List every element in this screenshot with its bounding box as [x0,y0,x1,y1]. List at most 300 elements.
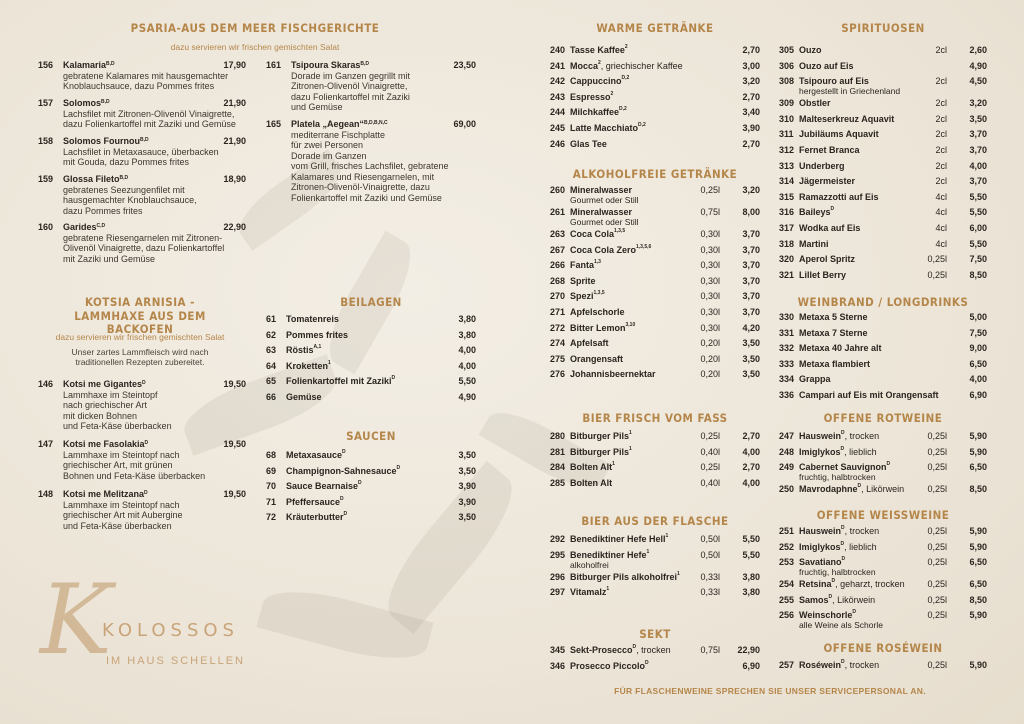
item-number: 271 [550,306,566,317]
allergen-code: 1,3,5,6 [636,243,652,250]
menu-item [779,270,987,286]
item-name: Garides$^{C,D}$ [63,222,106,232]
item-description: Bohnen und Feta-Käse überbacken [63,470,206,481]
item-name: Benediktiner Hefe$^1$ alkoholfrei [570,550,680,570]
item-number: 336 [779,389,795,400]
allergen-code: D [841,659,845,665]
menu-item [550,92,760,108]
item-number: 64 [266,360,277,371]
item-description: Lachsfilet mit Zitronen-Olivenöl Vinaigrette, [63,108,235,119]
menu-item-row [38,98,246,109]
allergen-code: D [343,511,348,518]
menu-item [779,462,987,484]
allergen-code: D [340,495,344,502]
item-quantity: 0,20l [700,369,720,380]
item-description: Dorade im Ganzen [291,150,367,161]
item-number: 330 [779,312,795,322]
allergen-code: D [391,375,396,382]
menu-item [266,330,476,346]
menu-item [550,550,760,572]
item-number: 252 [779,541,795,552]
item-price: 3,00 [742,60,760,71]
item-price: 3,70 [969,129,987,140]
item-quantity: 0,30l [700,260,720,271]
menu-item [550,354,760,370]
item-description: dazu Pommes frites [63,205,143,216]
kotsia-desc-2: traditionellen Rezepten zubereitet. [75,357,205,367]
item-number: 66 [266,391,277,402]
item-name: Kroketten$^1$ [286,359,331,371]
item-price: 3,50 [458,512,476,523]
sekt-list [550,645,760,676]
menu-item [38,379,246,432]
item-note: , trocken [636,645,671,655]
item-number: 165 [266,119,282,129]
item-price: 4,90 [969,60,987,71]
allergen-code: D [828,593,833,600]
menu-item [779,660,987,676]
item-price: 3,20 [969,98,987,109]
item-price: 3,70 [742,291,760,302]
item-number: 295 [550,549,566,560]
item-quantity: 4cl [935,222,947,233]
item-quantity: 4cl [935,207,947,218]
item-description: gebratenes Seezungenfilet mit [63,184,185,195]
kotsia-title-1: KOTSIA ARNISIA - [85,295,195,309]
allergen-code: D [857,483,862,490]
item-name: Coca Cola$^{1,3,5}$ [570,228,626,239]
menu-item [779,447,987,463]
item-subtext: Gourmet oder Still [570,217,639,227]
item-number: 256 [779,610,795,621]
menu-item-row [38,439,246,450]
item-name: Aperol Spritz [799,254,856,265]
item-number: 240 [550,45,566,55]
menu-item [38,439,246,481]
menu-item [779,526,987,542]
menu-item [779,192,987,208]
item-price: 6,50 [969,462,987,473]
kotsia-title-2: LAMMHAXE AUS DEM BACKOFEN [74,309,206,336]
item-number: 148 [38,489,54,499]
item-price: 3,20 [742,185,760,195]
menu-item [779,61,987,77]
item-name: Weinschorle$^D$ alle Weine als Schorle [799,610,907,630]
item-name: Metaxa flambiert [799,358,871,369]
menu-item [266,119,476,203]
item-name: Metaxa 7 Sterne [799,327,868,338]
item-price: 7,50 [969,254,987,265]
item-number: 255 [779,594,795,605]
item-number: 69 [266,465,277,476]
item-price: 3,90 [458,496,476,507]
menu-item [779,359,987,375]
menu-item [266,450,476,466]
item-number: 250 [779,484,795,495]
menu-item [38,136,246,168]
item-name: Metaxa 5 Sterne [799,312,868,322]
item-number: 68 [266,450,277,460]
item-description: für zwei Personen [291,140,364,150]
item-number: 317 [779,222,795,233]
item-price: 3,70 [742,275,760,286]
menu-item-row [38,174,246,185]
item-number: 253 [779,557,795,568]
item-price: 7,50 [969,327,987,338]
item-price: 3,50 [742,338,760,349]
item-quantity: 2cl [935,45,947,55]
item-price: 4,20 [742,322,760,333]
item-price: 4,00 [458,345,476,356]
item-price: 9,00 [969,343,987,354]
item-description: Knoblauchsauce, dazu Pommes frites [63,81,215,91]
menu-item [779,45,987,61]
item-name: Roséwein$^D$, trocken [799,659,880,670]
item-price: 3,50 [458,465,476,476]
item-price: 19,50 [223,439,246,449]
menu-item [779,312,987,328]
item-number: 331 [779,327,795,338]
item-description: Lachsfilet in Metaxasauce, überbacken [63,146,219,157]
item-quantity: 0,25l [927,579,947,590]
item-number: 276 [550,369,566,380]
item-number: 285 [550,477,566,488]
menu-item [779,161,987,177]
allergen-code: B,D [140,137,149,143]
item-number: 314 [779,176,795,187]
item-number: 260 [550,185,566,195]
item-number: 318 [779,238,795,249]
item-price: 23,50 [453,60,476,70]
menu-item [779,610,987,632]
menu-item [779,145,987,161]
psaria-title: PSARIA-AUS DEM MEER FISCHGERICHTE [130,21,380,35]
allergen-code: B,D,B,N,C [364,120,388,126]
item-price: 4,00 [742,477,760,488]
spirituosen-title: SPIRITUOSEN [841,21,925,35]
menu-item [550,307,760,323]
item-name: Espresso$^2$ [570,90,614,102]
allergen-code: D,2 [638,121,646,128]
item-number: 272 [550,322,566,333]
item-name: Gemüse [286,391,322,402]
item-description: Zitronen-Olivenöl-Vinaigrette, dazu [291,182,430,192]
menu-item-row [38,379,246,390]
item-price: 22,90 [223,222,246,232]
allergen-code: 2 [610,90,614,97]
item-name: Johannisbeernektar [570,369,656,380]
menu-item [550,431,760,447]
item-quantity: 0,25l [927,594,947,605]
item-name: Bolten Alt [570,477,613,488]
warme-title: WARME GETRÄNKE [596,21,714,35]
allergen-code: D [831,578,836,585]
menu-item [38,98,246,130]
item-name: Mineralwasser Gourmet oder Still [570,185,680,205]
allergen-code: D,2 [619,106,627,113]
item-name: Mineralwasser Gourmet oder Still [570,207,680,227]
bier-fass-list [550,431,760,493]
item-number: 161 [266,60,282,70]
item-quantity: 0,75l [700,645,720,655]
item-quantity: 0,20l [700,353,720,364]
item-quantity: 0,25l [927,526,947,536]
item-price: 8,50 [969,594,987,605]
menu-item [550,61,760,77]
item-name: Underberg [799,160,845,171]
item-number: 71 [266,496,277,507]
item-description: gebratene Kalamares mit hausgemachter [63,70,229,81]
item-price: 4,00 [969,374,987,385]
allergen-code: D [841,430,845,436]
item-quantity: 2cl [935,144,947,155]
item-price: 2,70 [742,462,760,473]
menu-item-row [38,489,246,500]
weissweine-title: OFFENE WEISSWEINE [816,508,950,522]
item-name: Jägermeister [799,176,856,187]
bier-flasche-list [550,534,760,603]
item-name: Baileys$^D$ [799,206,835,218]
item-price: 5,50 [742,549,760,560]
item-name: Kotsi me Fasolakia$^D$ [63,439,149,449]
item-price: 6,90 [969,389,987,400]
item-number: 263 [550,229,566,239]
item-number: 244 [550,107,566,118]
item-number: 333 [779,358,795,369]
allergen-code: B,D [360,61,369,67]
item-quantity: 0,33l [700,571,720,582]
allergen-code: D [358,480,362,487]
item-quantity: 0,25l [700,431,720,441]
logo-subtitle: IM HAUS SCHELLEN [106,655,245,667]
item-number: 312 [779,144,795,155]
item-number: 345 [550,645,566,655]
weinbrand-list [779,312,987,406]
item-description: mit Zaziki und Gemüse [63,253,156,264]
item-price: 2,70 [742,45,760,55]
item-subtext: alle Weine als Schorle [799,620,883,631]
item-number: 156 [38,60,54,70]
menu-item [550,260,760,276]
item-name: Metaxasauce$^D$ [286,449,346,460]
item-price: 4,00 [458,360,476,371]
item-subtext: fruchtig, halbtrocken [799,567,876,578]
item-number: 315 [779,191,795,202]
menu-item [779,207,987,223]
item-note: , trocken [844,660,880,670]
item-number: 257 [779,660,795,670]
item-number: 147 [38,439,54,449]
item-name: Latte Macchiato$^{D,2}$ [570,121,646,133]
item-note: , Likörwein [832,594,876,605]
menu-item [779,390,987,406]
item-number: 305 [779,45,795,55]
item-description: Kalamares und Riesengarnelen, mit [291,171,435,182]
menu-item [779,374,987,390]
item-description: Olivenöl Vinaigrette, dazu Folienkartoffel [63,243,225,253]
allergen-code: B,D [119,175,129,181]
bier-flasche-title: BIER AUS DER FLASCHE [581,514,729,528]
menu-item [550,462,760,478]
menu-item [779,431,987,447]
menu-item [550,369,760,385]
item-name: Bolten Alt$^1$ [570,461,615,473]
item-name: Tsipoura Skaras$^{B,D}$ [291,60,369,70]
item-number: 332 [779,343,795,354]
item-name: Bitburger Pils$^1$ [570,430,632,441]
menu-item [38,222,246,264]
item-name: Vitamalz$^1$ [570,586,610,598]
item-quantity: 0,50l [700,549,720,560]
item-price: 3,80 [458,329,476,340]
item-price: 3,90 [458,481,476,492]
item-name: Samos$^D$, Likörwein [799,593,876,605]
rosewein-list [779,660,987,676]
kolossos-logo [40,564,270,680]
item-price: 5,50 [969,207,987,218]
item-number: 65 [266,376,277,387]
item-number: 72 [266,512,277,523]
allergen-code: B,D [106,61,115,67]
alkoholfrei-list [550,185,760,385]
item-subtext: fruchtig, halbtrocken [799,472,876,483]
allergen-code: 1 [629,445,632,452]
item-price: 3,50 [458,450,476,460]
item-description: und Feta-Käse überbacken [63,421,172,431]
item-number: 292 [550,534,566,544]
bier-fass-title: BIER FRISCH VOM FASS [582,411,728,425]
item-quantity: 0,30l [700,306,720,317]
item-quantity: 2cl [935,98,947,109]
item-price: 3,70 [742,229,760,239]
item-name: Obstler [799,98,831,109]
item-number: 158 [38,136,54,146]
item-name: Cappuccino$^{D,2}$ [570,75,630,87]
item-description: mediterrane Fischplatte [291,129,386,140]
item-description: Zitronen-Olivenöl Vinaigrette, [291,81,408,91]
item-number: 247 [779,431,795,441]
item-quantity: 0,40l [700,446,720,457]
item-quantity: 2cl [935,160,947,171]
item-name: Mocca$^2$, griechischer Kaffee [570,59,683,71]
menu-item [779,343,987,359]
item-price: 3,70 [969,144,987,155]
item-quantity: 0,25l [700,462,720,473]
item-number: 261 [550,207,566,217]
item-price: 3,40 [742,107,760,118]
menu-item [779,254,987,270]
menu-item [550,276,760,292]
menu-item [38,174,246,216]
menu-item [550,587,760,603]
item-description: gebratene Riesengarnelen mit Zitronen- [63,232,223,243]
menu-item-row [38,136,246,147]
item-description: mit Gouda, dazu Pommes frites [63,157,190,167]
item-name: Kräuterbutter$^D$ [286,511,348,523]
item-name: Tsipouro auf Eis hergestellt in Griechenland [799,76,907,96]
allergen-code: 2 [624,44,628,50]
item-name: Fernet Branca [799,144,860,155]
menu-item [779,557,987,579]
menu-item [779,98,987,114]
menu-item [550,291,760,307]
item-price: 5,90 [969,431,987,441]
menu-item [266,60,476,113]
allergen-code: D [840,540,845,547]
item-number: 160 [38,222,54,232]
menu-item [550,447,760,463]
menu-item [779,76,987,98]
item-price: 5,50 [458,376,476,387]
menu-item [266,466,476,482]
item-price: 8,50 [969,269,987,280]
allergen-code: D [852,609,856,616]
item-description: Lammhaxe im Steintopf [63,389,158,400]
item-note: , Likörwein [861,484,905,495]
allergen-code: B,D [101,99,110,105]
item-name: Benediktiner Hefe Hell$^1$ [570,533,669,544]
item-price: 2,60 [969,45,987,55]
alkoholfrei-title: ALKOHOLFREIE GETRÄNKE [572,167,738,181]
item-subtext: alkoholfrei [570,559,609,570]
item-name: Coca Cola Zero$^{1,3,5,6}$ [570,243,652,255]
item-number: 321 [779,269,795,280]
saucen-title: SAUCEN [346,429,396,443]
item-number: 146 [38,379,54,389]
menu-item [550,534,760,550]
allergen-code: 1 [646,548,650,555]
item-quantity: 0,30l [700,275,720,286]
allergen-code: 1 [606,586,610,593]
item-quantity: 0,30l [700,322,720,333]
item-quantity: 0,30l [700,291,720,302]
item-name: Kalamaria$^{B,D}$ [63,60,115,70]
item-price: 6,90 [742,660,760,671]
item-price: 5,90 [969,660,987,670]
item-description: und Feta-Käse überbacken [63,520,172,531]
allergen-code: 2 [598,59,601,66]
item-price: 2,70 [742,91,760,102]
item-quantity: 0,25l [927,484,947,495]
menu-item [779,484,987,500]
item-note: , trocken [844,526,880,536]
item-name: Pfeffersauce$^D$ [286,495,344,507]
item-name: Bitter Lemon$^{3,10}$ [570,321,636,333]
item-description: und Gemüse [291,102,343,112]
item-subtext: Gourmet oder Still [570,195,639,205]
item-quantity: 0,30l [700,244,720,255]
menu-item [38,60,246,92]
item-description: dazu Folienkartoffel mit Zaziki und Gemüse [63,119,236,129]
item-description: vom Grill, frisches Lachsfilet, gebratene [291,161,449,171]
item-price: 6,50 [969,557,987,568]
item-name: Solomos Fournou$^{B,D}$ [63,136,149,146]
item-name: Platela „Aegean“$^{B,D,B,N,C}$ [291,119,388,129]
item-quantity: 0,30l [700,229,720,239]
menu-item [779,129,987,145]
item-name: Imiglykos$^D$, lieblich [799,540,877,552]
allergen-code: C,D [96,223,106,229]
item-number: 268 [550,275,566,286]
item-name: Metaxa 40 Jahre alt [799,343,882,354]
item-quantity: 0,75l [700,207,720,217]
item-quantity: 0,25l [927,446,947,457]
weinbrand-title: WEINBRAND / LONGDRINKS [797,295,969,309]
beilagen-title: BEILAGEN [340,295,402,309]
item-quantity: 2cl [935,113,947,124]
item-quantity: 0,25l [700,185,720,195]
menu-item [550,478,760,494]
